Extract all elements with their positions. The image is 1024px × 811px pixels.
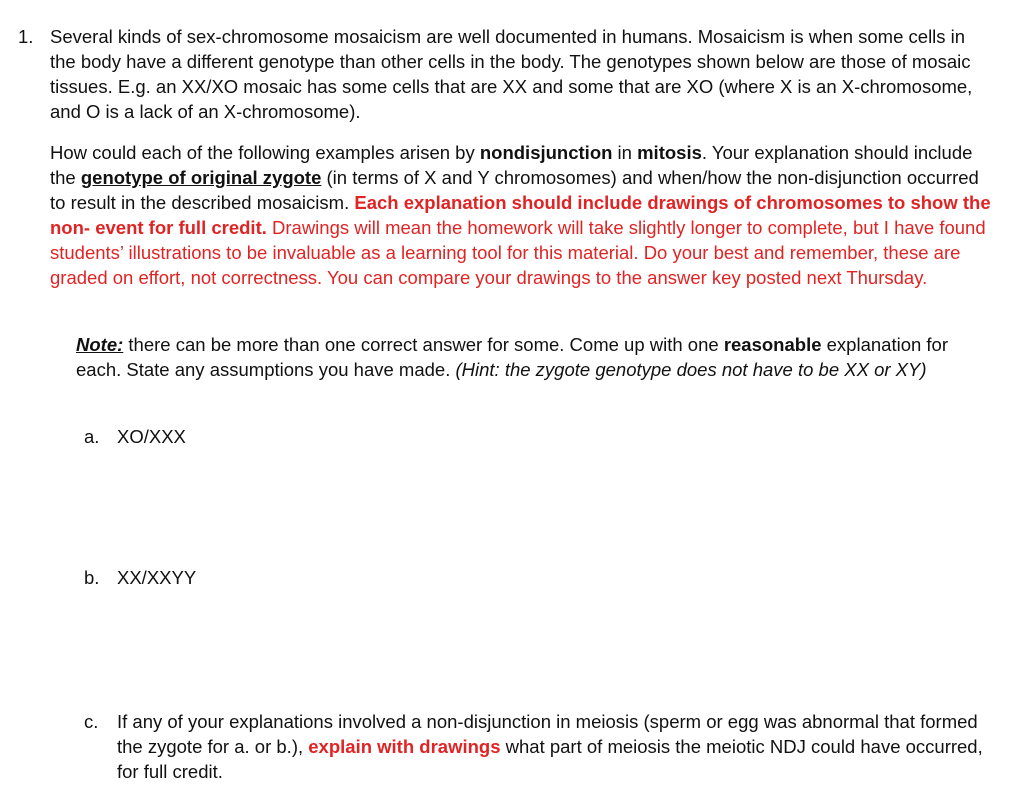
note-text-1: there can be more than one correct answer for some. Come up with one	[123, 334, 724, 355]
item-c-text	[117, 709, 987, 784]
note-paragraph	[76, 332, 976, 382]
prompt-paragraph	[50, 140, 995, 290]
question-number: 1.	[18, 26, 34, 47]
note-label: Note:	[76, 334, 124, 355]
item-c-text-1: If any of your explanations involved a non-disjunction in meiosis (sperm or egg was abnormal that formed the zygote for a. or b.),	[117, 711, 978, 757]
prompt-text-3: . Your explanation should include the	[50, 142, 973, 188]
item-b-letter: b.	[84, 567, 100, 588]
term-reasonable: reasonable	[723, 334, 822, 355]
item-a-genotype: XO/XXX	[117, 426, 186, 447]
prompt-text-2: in	[612, 142, 638, 163]
note-text-2: explanation for each. State any assumptions you have made.	[76, 334, 949, 380]
item-a-letter: a.	[84, 426, 100, 447]
prompt-text-1: How could each of the following examples arisen by	[50, 142, 480, 163]
term-genotype-original-zygote: genotype of original zygote	[80, 167, 322, 188]
item-c-drawing-requirement: explain with drawings	[308, 736, 501, 757]
intro-paragraph: Several kinds of sex-chromosome mosaicism are well documented in humans. Mosaicism is when some cells in the body have a different genotype than other cells in the body. The genotypes shown below are those of mosaic tissues. E.g. an XX/XO mosaic has some cells that are XX and some that are XO (where X is an X-chromosome, and O is a lack of an X-chromosome).	[50, 26, 973, 122]
drawing-requirement: Each explanation should include drawings of chromosomes to show the non- event for full credit.	[50, 192, 991, 238]
term-mitosis: mitosis	[637, 142, 702, 163]
drawing-explanation: Drawings will mean the homework will take slightly longer to complete, but I have found students’ illustrations to be invaluable as a learning tool for this material. Do your best and remember, these are graded on effort, not correctness. You can compare your drawings to the answer key posted next Thursday.	[50, 217, 986, 288]
item-c-letter: c.	[84, 711, 99, 732]
term-nondisjunction: nondisjunction	[479, 142, 613, 163]
item-c-text-2: what part of meiosis the meiotic NDJ could have occurred, for full credit.	[117, 736, 983, 782]
note-hint: (Hint: the zygote genotype does not have to be XX or XY)	[455, 359, 927, 380]
item-b-genotype: XX/XXYY	[117, 567, 197, 588]
prompt-text-4: (in terms of X and Y chromosomes) and when/how the non-disjunction occurred to result in the described mosaicism.	[50, 167, 979, 213]
